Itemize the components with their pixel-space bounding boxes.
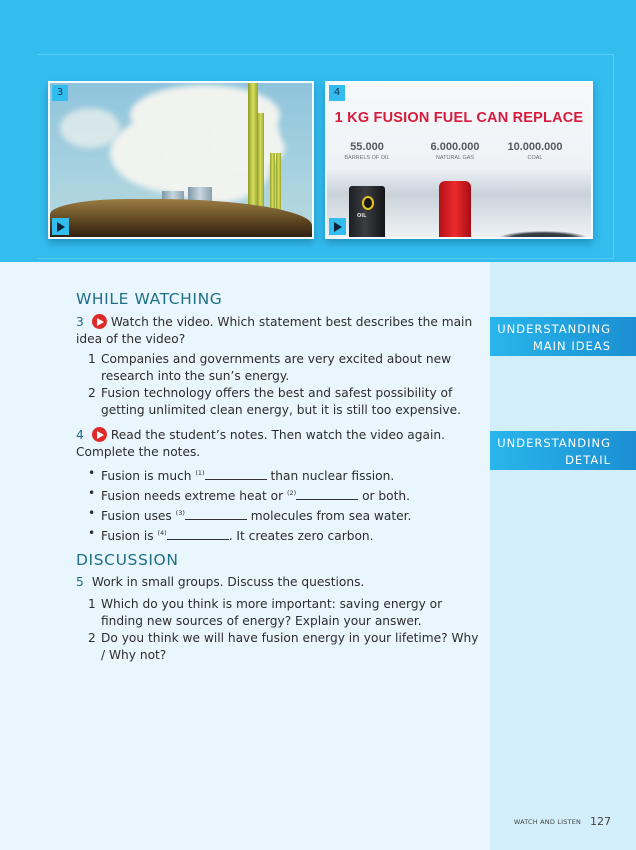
note-item: • Fusion is $^{(4)}$ . It creates zero carbon. <box>88 525 483 545</box>
answer-blank-3[interactable] <box>185 509 247 520</box>
exercise-5: 5 Work in small groups. Discuss the questions. <box>76 575 365 589</box>
section-heading-while-watching: WHILE WATCHING <box>76 290 223 308</box>
power-plant-photo <box>50 83 312 237</box>
video-icon <box>92 314 107 329</box>
figure-coal: 10.000.000 COAL <box>507 141 563 161</box>
section-heading-discussion: DISCUSSION <box>76 551 179 569</box>
note-item: • Fusion is much $^{(1)}$ than nuclear fission. <box>88 465 483 485</box>
oil-drop-icon <box>362 196 374 210</box>
discussion-question-1: 1 Which do you think is more important: saving energy or finding new sources of energy? Explain your answer. <box>88 597 443 628</box>
discussion-question-2: 2 Do you think we will have fusion energy in your lifetime? Why / Why not? <box>88 631 479 662</box>
exercise-3-options <box>88 351 483 419</box>
video-number: 3 <box>52 85 68 101</box>
play-icon[interactable] <box>329 218 346 235</box>
note-item: • Fusion uses $^{(3)}$ molecules from sea water. <box>88 505 483 525</box>
exercise-4-instruction: Read the student’s notes. Then watch the video again. Complete the notes. <box>76 428 445 459</box>
video-icon <box>92 427 107 442</box>
footer-section-name: WATCH AND LISTEN <box>513 818 582 826</box>
figure-oil: 55.000 BARRELS OF OIL <box>344 141 390 161</box>
exercise-4: 4 Read the student’s notes. Then watch the video again. Complete the notes. <box>76 428 445 459</box>
header-banner <box>0 0 636 262</box>
answer-blank-4[interactable] <box>167 529 229 540</box>
infographic-title: 1 KG FUSION FUEL CAN REPLACE <box>334 110 584 126</box>
exercise-4-notes <box>88 465 483 545</box>
exercise-3-instruction: Watch the video. Which statement best describes the main idea of the video? <box>76 315 473 346</box>
discussion-questions <box>88 596 483 664</box>
exercise-3: 3 Watch the video. Which statement best describes the main idea of the video? <box>76 315 473 346</box>
video-number: 4 <box>329 85 345 101</box>
answer-blank-1[interactable] <box>205 469 267 480</box>
exercise-5-instruction: Work in small groups. Discuss the questions. <box>91 575 365 589</box>
option-2[interactable]: 2 Fusion technology offers the best and safest possibility of getting unlimited clean energy, but it is still too expensive. <box>88 386 462 417</box>
note-item: • Fusion needs extreme heat or $^{(2)}$ or both. <box>88 485 483 505</box>
option-1[interactable]: 1 Companies and governments are very excited about new research into the sun’s energy. <box>88 352 452 383</box>
skill-label-main-ideas: UNDERSTANDING MAIN IDEAS <box>490 317 636 356</box>
page-number: 127 <box>590 815 611 828</box>
figure-gas: 6.000.000 NATURAL GAS <box>430 141 480 161</box>
video-thumbnail-3[interactable] <box>48 81 314 239</box>
video-thumbnail-4[interactable] <box>325 81 593 239</box>
gas-cylinder-image <box>439 181 471 239</box>
answer-blank-2[interactable] <box>296 489 358 500</box>
page-footer <box>514 815 611 828</box>
play-icon[interactable] <box>52 218 69 235</box>
coal-pile-image <box>499 231 587 239</box>
oil-barrel-image: OIL <box>349 186 385 239</box>
skill-label-detail: UNDERSTANDING DETAIL <box>490 431 636 470</box>
